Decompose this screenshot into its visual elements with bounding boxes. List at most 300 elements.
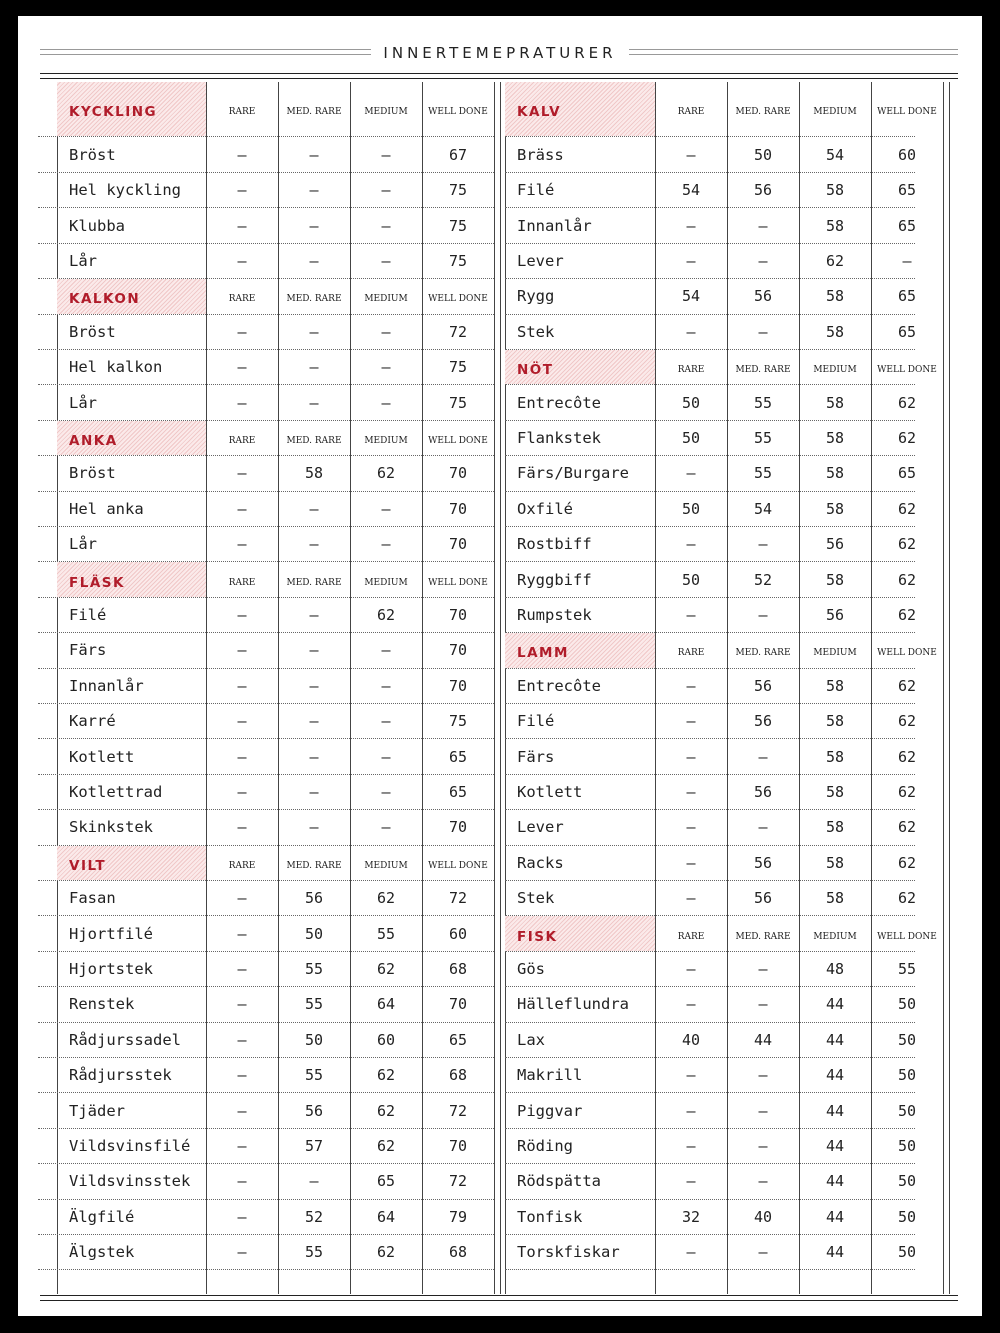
temperature-value: 79 [448, 1207, 468, 1226]
temperature-value: – [237, 181, 247, 200]
temperature-value: 50 [897, 1066, 917, 1085]
column-header: RARE [228, 107, 256, 118]
temperature-value: – [309, 251, 319, 270]
table-row [505, 173, 915, 208]
item-name: Rostbiff [517, 535, 592, 554]
table-row [505, 739, 915, 774]
temperature-value: – [686, 853, 696, 872]
column-header: MED. RARE [735, 107, 791, 118]
temperature-value: – [381, 358, 391, 377]
temperature-value: – [686, 145, 696, 164]
temperature-value: – [758, 1101, 768, 1120]
temperature-value: 62 [897, 747, 917, 766]
temperature-value: 56 [753, 853, 773, 872]
temperature-value: 62 [897, 393, 917, 412]
table-row [38, 881, 494, 916]
table-row [505, 279, 915, 314]
table-row [38, 385, 494, 420]
temperature-value: 70 [448, 535, 468, 554]
item-name: Tjäder [69, 1101, 125, 1120]
temperature-value: – [381, 145, 391, 164]
column-header: RARE [677, 931, 705, 942]
temperature-value: – [758, 216, 768, 235]
temperature-value: – [237, 924, 247, 943]
item-name: Entrecôte [517, 393, 601, 412]
category-header-row [38, 421, 494, 456]
category-header-row [505, 82, 937, 137]
temperature-value: – [237, 818, 247, 837]
temperature-value: 62 [897, 570, 917, 589]
column-header: RARE [228, 294, 256, 305]
temperature-value: 62 [897, 535, 917, 554]
temperature-value: 68 [448, 959, 468, 978]
temperature-value: – [686, 251, 696, 270]
table-row [38, 350, 494, 385]
temperature-value: 55 [753, 393, 773, 412]
temperature-value: 32 [681, 1207, 701, 1226]
table-row [38, 527, 494, 562]
column-header: MED. RARE [735, 365, 791, 376]
temperature-value: – [237, 1172, 247, 1191]
item-name: Bröst [69, 322, 116, 341]
temperature-value: 65 [448, 782, 468, 801]
table-row [38, 952, 494, 987]
column-header: WELL DONE [428, 860, 488, 871]
category-header-row [505, 916, 937, 951]
temperature-value: 50 [897, 1136, 917, 1155]
temperature-value: – [309, 499, 319, 518]
temperature-value: – [237, 322, 247, 341]
item-name: Röding [517, 1136, 573, 1155]
temperature-value: 54 [825, 145, 845, 164]
temperature-value: 70 [448, 1136, 468, 1155]
table-row [38, 810, 494, 845]
temperature-value: – [758, 1243, 768, 1262]
temperature-value: 68 [448, 1066, 468, 1085]
temperature-value: 70 [448, 641, 468, 660]
table-row [505, 952, 915, 987]
category-name: FISK [505, 916, 655, 950]
table-row [505, 492, 915, 527]
temperature-value: 64 [376, 1207, 396, 1226]
temperature-value: 44 [825, 1243, 845, 1262]
temperature-value: – [309, 535, 319, 554]
temperature-value: – [902, 251, 912, 270]
item-name: Hel anka [69, 499, 144, 518]
temperature-value: 58 [825, 712, 845, 731]
temperature-value: 75 [448, 251, 468, 270]
table-row [38, 1235, 494, 1270]
temperature-value: 70 [448, 605, 468, 624]
temperature-value: 72 [448, 1101, 468, 1120]
table-end-row [38, 1270, 494, 1292]
table-row [38, 704, 494, 739]
bottom-rule-2 [40, 1300, 958, 1301]
temperature-value: 58 [825, 287, 845, 306]
temperature-value: – [237, 747, 247, 766]
column-header: RARE [228, 435, 256, 446]
temperature-value: – [309, 216, 319, 235]
column-header: WELL DONE [877, 931, 937, 942]
column-header: MEDIUM [813, 931, 857, 942]
column-header: MEDIUM [364, 435, 408, 446]
temperature-value: 56 [753, 782, 773, 801]
table-row [505, 1093, 915, 1128]
temperature-value: 60 [448, 924, 468, 943]
temperature-value: – [758, 959, 768, 978]
temperature-value: – [237, 499, 247, 518]
table-row [505, 846, 915, 881]
item-name: Lax [517, 1030, 545, 1049]
temperature-value: 65 [897, 287, 917, 306]
temperature-value: 62 [825, 251, 845, 270]
temperature-value: – [758, 251, 768, 270]
temperature-value: 65 [448, 747, 468, 766]
temperature-value: – [309, 676, 319, 695]
column-header: RARE [677, 648, 705, 659]
item-name: Hälleflundra [517, 995, 629, 1014]
temperature-value: 56 [753, 676, 773, 695]
category-name: KALKON [57, 279, 206, 313]
table-row [505, 987, 915, 1022]
temperature-value: 52 [304, 1207, 324, 1226]
table-row [505, 669, 915, 704]
temperature-value: 50 [897, 1030, 917, 1049]
item-name: Stek [517, 322, 555, 341]
table-row [38, 1058, 494, 1093]
temperature-value: – [237, 712, 247, 731]
table-row [505, 1235, 915, 1270]
temperature-value: – [237, 676, 247, 695]
temperature-value: 58 [825, 322, 845, 341]
column-header: MED. RARE [286, 860, 342, 871]
column-header: MED. RARE [286, 107, 342, 118]
temperature-value: 58 [825, 782, 845, 801]
temperature-value: – [237, 145, 247, 164]
temperature-value: 44 [753, 1030, 773, 1049]
temperature-value: – [309, 393, 319, 412]
temperature-value: – [309, 641, 319, 660]
temperature-value: 58 [825, 393, 845, 412]
temperature-value: 62 [897, 853, 917, 872]
temperature-value: – [381, 641, 391, 660]
table-row [505, 385, 915, 420]
item-name: Makrill [517, 1066, 583, 1085]
temperature-value: 44 [825, 995, 845, 1014]
temperature-value: 44 [825, 1172, 845, 1191]
column-header: RARE [677, 107, 705, 118]
temperature-value: 75 [448, 181, 468, 200]
temperature-value: 62 [376, 605, 396, 624]
temperature-value: 60 [897, 145, 917, 164]
table-row [505, 1200, 915, 1235]
temperature-value: – [686, 605, 696, 624]
temperature-value: – [237, 1066, 247, 1085]
temperature-value: 70 [448, 995, 468, 1014]
item-name: Bröst [69, 464, 116, 483]
temperature-value: 56 [304, 1101, 324, 1120]
temperature-value: 55 [753, 428, 773, 447]
column-header: WELL DONE [877, 648, 937, 659]
temperature-value: 58 [825, 853, 845, 872]
temperature-value: – [686, 322, 696, 341]
item-name: Fasan [69, 889, 116, 908]
temperature-value: 54 [681, 181, 701, 200]
item-name: Hjortfilé [69, 924, 153, 943]
temperature-value: – [237, 216, 247, 235]
temperature-value: 62 [376, 1243, 396, 1262]
table-row [38, 1164, 494, 1199]
item-name: Rådjursstek [69, 1066, 172, 1085]
temperature-value: – [237, 1207, 247, 1226]
temperature-value: – [381, 251, 391, 270]
temperature-value: – [309, 181, 319, 200]
category-header-row [505, 633, 937, 668]
column-header: MEDIUM [364, 107, 408, 118]
item-name: Färs/Burgare [517, 464, 629, 483]
temperature-value: 54 [681, 287, 701, 306]
table-row [38, 138, 494, 173]
item-name: Bröst [69, 145, 116, 164]
temperature-value: 68 [448, 1243, 468, 1262]
temperature-value: 62 [897, 605, 917, 624]
item-name: Entrecôte [517, 676, 601, 695]
table-row [505, 421, 915, 456]
temperature-value: – [758, 1066, 768, 1085]
table-row [505, 208, 915, 243]
temperature-value: 56 [753, 287, 773, 306]
temperature-value: – [237, 1030, 247, 1049]
temperature-value: – [381, 818, 391, 837]
item-name: Torskfiskar [517, 1243, 620, 1262]
column-header: WELL DONE [877, 365, 937, 376]
column-header: RARE [228, 860, 256, 871]
temperature-value: – [381, 747, 391, 766]
temperature-value: – [381, 676, 391, 695]
table-row [505, 1023, 915, 1058]
temperature-value: – [381, 216, 391, 235]
table-row [38, 208, 494, 243]
temperature-value: – [686, 676, 696, 695]
temperature-value: 50 [897, 1101, 917, 1120]
temperature-value: 62 [897, 889, 917, 908]
item-name: Oxfilé [517, 499, 573, 518]
category-header-row [505, 350, 937, 385]
temperature-value: – [309, 1172, 319, 1191]
table-row [38, 1023, 494, 1058]
temperature-value: – [237, 995, 247, 1014]
temperature-value: 50 [681, 499, 701, 518]
item-name: Karré [69, 712, 116, 731]
item-name: Piggvar [517, 1101, 583, 1120]
table-row [505, 456, 915, 491]
temperature-value: 44 [825, 1030, 845, 1049]
temperature-value: 58 [825, 216, 845, 235]
temperature-value: 65 [376, 1172, 396, 1191]
temperature-value: 62 [376, 1136, 396, 1155]
table-row [38, 633, 494, 668]
table-row [505, 704, 915, 739]
temperature-value: 55 [753, 464, 773, 483]
item-name: Rådjurssadel [69, 1030, 181, 1049]
temperature-value: – [237, 1101, 247, 1120]
column-header: WELL DONE [428, 294, 488, 305]
column-header: RARE [228, 577, 256, 588]
category-header-row [38, 846, 494, 881]
item-name: Färs [69, 641, 107, 660]
temperature-value: 62 [376, 1101, 396, 1120]
top-rule-2 [40, 78, 958, 79]
temperature-value: – [686, 959, 696, 978]
temperature-value: 70 [448, 676, 468, 695]
temperature-value: – [237, 535, 247, 554]
temperature-value: 65 [897, 216, 917, 235]
temperature-value: 62 [376, 959, 396, 978]
item-name: Innanlår [69, 676, 144, 695]
temperature-value: 72 [448, 322, 468, 341]
column-header: MEDIUM [813, 107, 857, 118]
table-row [38, 456, 494, 491]
temperature-value: – [237, 641, 247, 660]
temperature-value: 50 [897, 1207, 917, 1226]
temperature-value: 50 [681, 570, 701, 589]
category-name: FLÄSK [57, 562, 206, 596]
temperature-value: – [686, 818, 696, 837]
temperature-value: 55 [304, 959, 324, 978]
item-name: Vildsvinsfilé [69, 1136, 191, 1155]
column-header: MEDIUM [364, 860, 408, 871]
temperature-value: 58 [825, 676, 845, 695]
column-header: MED. RARE [286, 577, 342, 588]
temperature-value: 70 [448, 499, 468, 518]
temperature-value: – [381, 712, 391, 731]
temperature-value: 55 [304, 1066, 324, 1085]
table-row [505, 527, 915, 562]
item-name: Färs [517, 747, 555, 766]
temperature-value: 75 [448, 712, 468, 731]
category-name: KALV [505, 82, 655, 136]
temperature-value: – [758, 747, 768, 766]
temperature-value: 75 [448, 358, 468, 377]
table-row [38, 315, 494, 350]
category-name: NÖT [505, 350, 655, 384]
table-row [38, 173, 494, 208]
column-header: WELL DONE [428, 107, 488, 118]
temperature-value: 72 [448, 889, 468, 908]
item-name: Lår [69, 393, 97, 412]
temperature-value: 48 [825, 959, 845, 978]
item-name: Hjortstek [69, 959, 153, 978]
temperature-value: 50 [681, 428, 701, 447]
temperature-value: – [237, 358, 247, 377]
temperature-value: – [758, 995, 768, 1014]
item-name: Kotlett [517, 782, 583, 801]
temperature-value: 50 [681, 393, 701, 412]
item-name: Filé [517, 712, 555, 731]
temperature-value: – [309, 605, 319, 624]
temperature-value: – [237, 1243, 247, 1262]
temperature-value: 58 [825, 181, 845, 200]
temperature-value: – [686, 889, 696, 908]
temperature-value: 50 [753, 145, 773, 164]
temperature-value: – [381, 322, 391, 341]
category-name: KYCKLING [57, 82, 206, 136]
column-header: MED. RARE [735, 931, 791, 942]
temperature-value: 75 [448, 393, 468, 412]
item-name: Vildsvinsstek [69, 1172, 191, 1191]
temperature-value: 55 [304, 995, 324, 1014]
temperature-value: 58 [825, 499, 845, 518]
temperature-value: 44 [825, 1066, 845, 1085]
temperature-value: – [758, 818, 768, 837]
temperature-value: 50 [897, 1172, 917, 1191]
temperature-value: 52 [753, 570, 773, 589]
table-row [505, 598, 915, 633]
column-header: MEDIUM [813, 648, 857, 659]
temperature-value: 40 [681, 1030, 701, 1049]
temperature-value: 65 [897, 464, 917, 483]
temperature-value: – [309, 782, 319, 801]
temperature-value: 57 [304, 1136, 324, 1155]
temperature-value: 56 [753, 889, 773, 908]
table-row [505, 138, 915, 173]
temperature-value: 56 [825, 605, 845, 624]
temperature-value: 50 [304, 1030, 324, 1049]
column-header: MEDIUM [813, 365, 857, 376]
item-name: Filé [517, 181, 555, 200]
category-header-row [38, 279, 494, 314]
item-name: Ryggbiff [517, 570, 592, 589]
table-row [505, 1164, 915, 1199]
temperature-value: 44 [825, 1101, 845, 1120]
table-row [38, 739, 494, 774]
temperature-value: – [381, 181, 391, 200]
temperature-value: – [237, 251, 247, 270]
temperature-value: 64 [376, 995, 396, 1014]
item-name: Tonfisk [517, 1207, 583, 1226]
temperature-value: – [686, 1243, 696, 1262]
item-name: Hel kyckling [69, 181, 181, 200]
category-header-row [38, 82, 494, 137]
item-name: Lår [69, 535, 97, 554]
temperature-value: – [686, 1066, 696, 1085]
temperature-value: – [309, 322, 319, 341]
column-divider [943, 82, 944, 1294]
temperature-value: 62 [376, 464, 396, 483]
item-name: Älgfilé [69, 1207, 135, 1226]
temperature-value: 56 [825, 535, 845, 554]
table-row [38, 669, 494, 704]
temperature-value: – [758, 322, 768, 341]
temperature-value: 55 [376, 924, 396, 943]
temperature-value: 62 [897, 818, 917, 837]
page-title [0, 44, 1000, 62]
item-name: Gös [517, 959, 545, 978]
temperature-value: 56 [304, 889, 324, 908]
item-name: Filé [69, 605, 107, 624]
item-name: Lever [517, 251, 564, 270]
item-name: Rumpstek [517, 605, 592, 624]
temperature-value: 54 [753, 499, 773, 518]
temperature-value: – [309, 358, 319, 377]
temperature-value: – [237, 393, 247, 412]
table-row [505, 1058, 915, 1093]
temperature-value: – [309, 818, 319, 837]
table-row [38, 492, 494, 527]
temperature-value: – [381, 782, 391, 801]
item-name: Klubba [69, 216, 125, 235]
table-row [38, 1200, 494, 1235]
